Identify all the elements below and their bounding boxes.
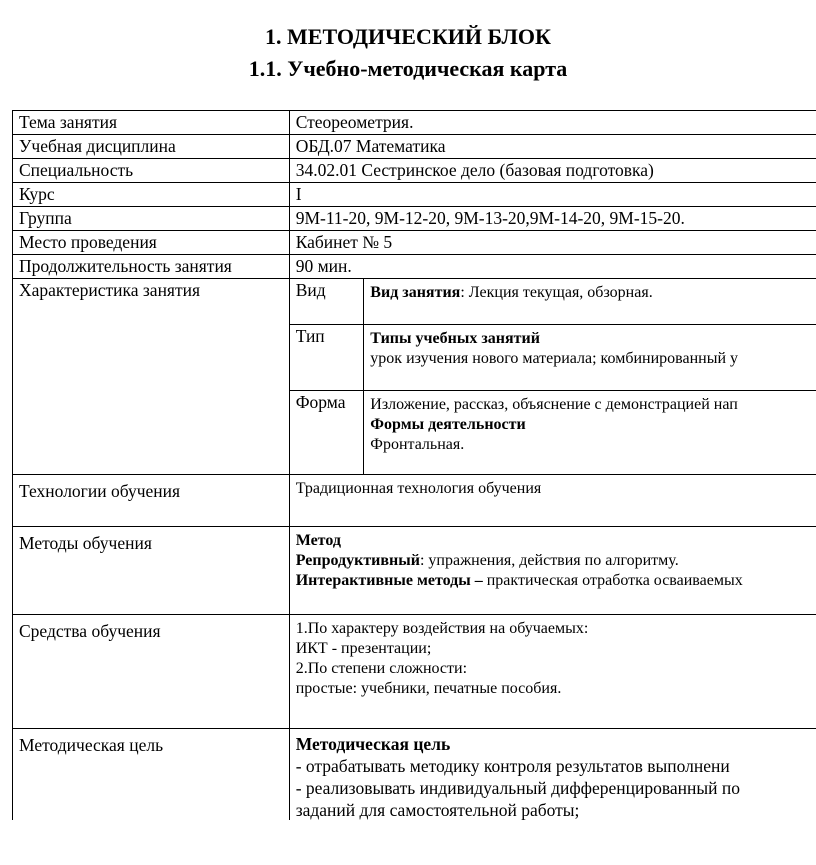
means-line3: 2.По степени сложности: — [295, 660, 468, 677]
row-duration — [13, 255, 816, 279]
value-vid — [364, 279, 816, 325]
methods-heading: Метод — [295, 532, 341, 549]
label-course: Курс — [13, 183, 290, 207]
row-discipline — [13, 135, 816, 159]
label-means: Средства обучения — [13, 615, 290, 729]
label-forma: Форма — [289, 391, 364, 475]
row-topic — [13, 111, 816, 135]
label-discipline: Учебная дисциплина — [13, 135, 290, 159]
label-place: Место проведения — [13, 231, 290, 255]
label-vid: Вид — [289, 279, 364, 325]
page-subtitle: 1.1. Учебно-методическая карта — [248, 56, 568, 81]
value-tip — [364, 325, 816, 391]
row-specialty — [13, 159, 816, 183]
label-goal: Методическая цель — [13, 729, 290, 821]
page-title: 1. МЕТОДИЧЕСКИЙ БЛОК — [265, 24, 551, 49]
vid-text: : Лекция текущая, обзорная. — [460, 284, 653, 301]
means-line1: 1.По характеру воздействия на обучаемых: — [295, 620, 589, 637]
label-methods: Методы обучения — [13, 527, 290, 615]
value-discipline: ОБД.07 Математика — [289, 135, 816, 159]
label-characteristic: Характеристика занятия — [13, 279, 290, 475]
goal-line1: - отрабатывать методику контроля результатов выполнени — [295, 756, 730, 776]
methods-repro-text: : упражнения, действия по алгоритму. — [419, 552, 679, 569]
method-card-frame — [12, 110, 816, 820]
label-duration: Продолжительность занятия — [13, 255, 290, 279]
method-card-table — [12, 110, 816, 820]
value-duration: 90 мин. — [289, 255, 816, 279]
methods-inter-text: практическая отработка осваиваемых — [482, 572, 743, 589]
value-group: 9М-11-20, 9М-12-20, 9М-13-20,9М-14-20, 9М-15-20. — [289, 207, 816, 231]
methods-repro-bold: Репродуктивный — [295, 552, 420, 569]
forma-line1: Изложение, рассказ, объяснение с демонстрацией нап — [370, 396, 738, 413]
value-technology: Традиционная технология обучения — [289, 475, 816, 527]
row-course — [13, 183, 816, 207]
value-course: I — [289, 183, 816, 207]
value-specialty: 34.02.01 Сестринское дело (базовая подготовка) — [289, 159, 816, 183]
forma-heading: Формы деятельности — [370, 416, 526, 433]
tip-text: урок изучения нового материала; комбинированный у — [370, 350, 739, 367]
goal-line3: заданий для самостоятельной работы; — [295, 800, 580, 820]
row-methods — [13, 527, 816, 615]
value-means — [289, 615, 816, 729]
row-group — [13, 207, 816, 231]
tip-heading: Типы учебных занятий — [370, 330, 540, 347]
label-specialty: Специальность — [13, 159, 290, 183]
value-forma — [364, 391, 816, 475]
means-line2: ИКТ - презентации; — [295, 640, 432, 657]
row-characteristic-vid — [13, 279, 816, 325]
vid-heading: Вид занятия — [370, 284, 461, 301]
label-topic: Тема занятия — [13, 111, 290, 135]
means-line4: простые: учебники, печатные пособия. — [295, 680, 562, 697]
forma-line3: Фронтальная. — [370, 436, 465, 453]
value-place: Кабинет № 5 — [289, 231, 816, 255]
row-place — [13, 231, 816, 255]
row-technology — [13, 475, 816, 527]
methods-inter-bold: Интерактивные методы – — [295, 572, 483, 589]
row-means — [13, 615, 816, 729]
goal-heading: Методическая цель — [295, 734, 451, 754]
row-goal — [13, 729, 816, 821]
value-methods — [289, 527, 816, 615]
label-technology: Технологии обучения — [13, 475, 290, 527]
goal-line2: - реализовывать индивидуальный дифференцированный по — [295, 778, 740, 798]
value-goal — [289, 729, 816, 821]
value-topic: Стеореометрия. — [289, 111, 816, 135]
label-group: Группа — [13, 207, 290, 231]
label-tip: Тип — [289, 325, 364, 391]
